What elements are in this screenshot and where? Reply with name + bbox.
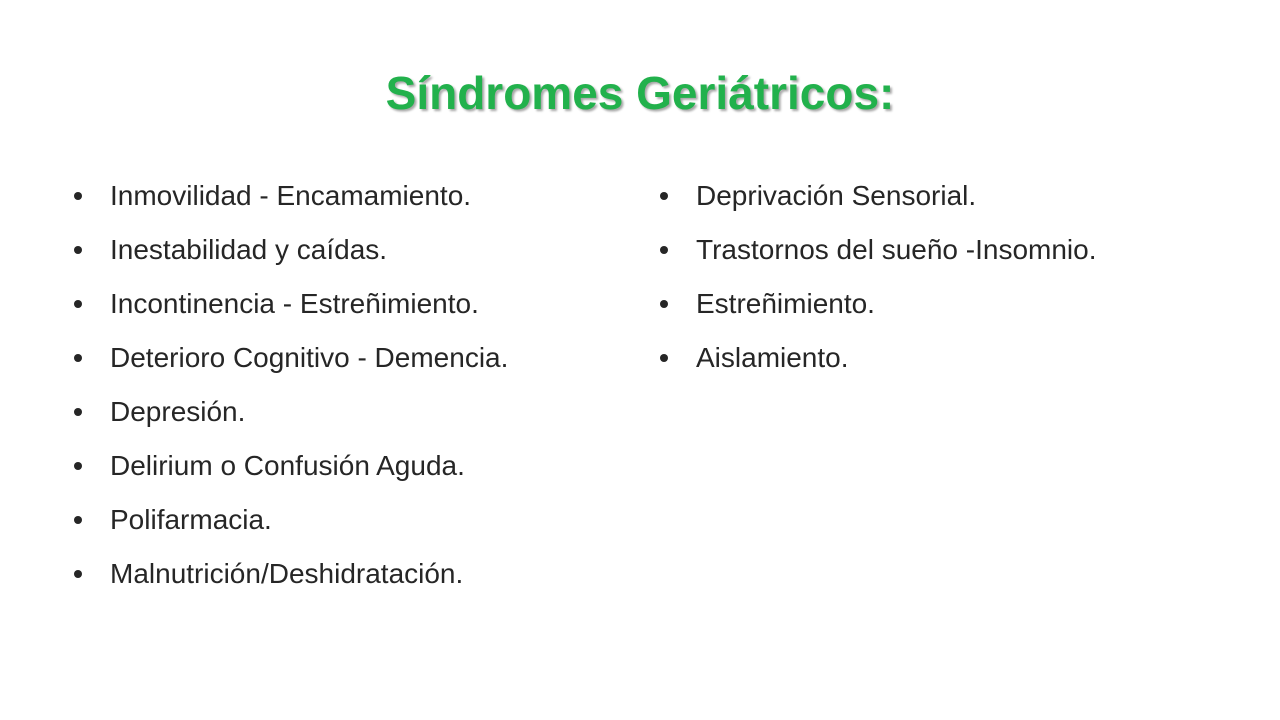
list-item xyxy=(658,226,1238,280)
bullet-icon xyxy=(74,570,82,578)
list-item-text: Delirium o Confusión Aguda. xyxy=(110,450,465,481)
bullet-icon xyxy=(74,192,82,200)
bullet-icon xyxy=(660,246,668,254)
bullet-icon xyxy=(74,408,82,416)
bullet-icon xyxy=(74,516,82,524)
list-item-text: Polifarmacia. xyxy=(110,504,272,535)
list-item-text: Inmovilidad - Encamamiento. xyxy=(110,180,472,211)
bullet-icon xyxy=(660,300,668,308)
list-item-text: Malnutrición/Deshidratación. xyxy=(110,558,464,589)
bullet-icon xyxy=(74,246,82,254)
bullet-icon xyxy=(660,192,668,200)
right-bullet-list xyxy=(658,172,1238,388)
list-item xyxy=(72,226,632,280)
list-item xyxy=(72,172,632,226)
bullet-icon xyxy=(660,354,668,362)
list-item xyxy=(658,280,1238,334)
bullet-icon xyxy=(74,354,82,362)
list-item-text: Depresión. xyxy=(110,396,246,427)
list-item-text: Estreñimiento. xyxy=(696,288,875,319)
list-item xyxy=(72,334,632,388)
list-item xyxy=(72,388,632,442)
list-item-text: Aislamiento. xyxy=(696,342,849,373)
list-item xyxy=(72,280,632,334)
list-item-text: Trastornos del sueño -Insomnio. xyxy=(696,234,1097,265)
list-item xyxy=(658,334,1238,388)
list-item-text: Deprivación Sensorial. xyxy=(696,180,977,211)
left-bullet-list xyxy=(72,172,632,604)
list-item xyxy=(72,442,632,496)
list-item-text: Deterioro Cognitivo - Demencia. xyxy=(110,342,509,373)
list-item xyxy=(72,550,632,604)
slide-title: Síndromes Geriátricos: xyxy=(385,67,895,119)
bullet-icon xyxy=(74,462,82,470)
list-item xyxy=(72,496,632,550)
list-item-text: Incontinencia - Estreñimiento. xyxy=(110,288,479,319)
list-item-text: Inestabilidad y caídas. xyxy=(110,234,388,265)
bullet-icon xyxy=(74,300,82,308)
list-item xyxy=(658,172,1238,226)
